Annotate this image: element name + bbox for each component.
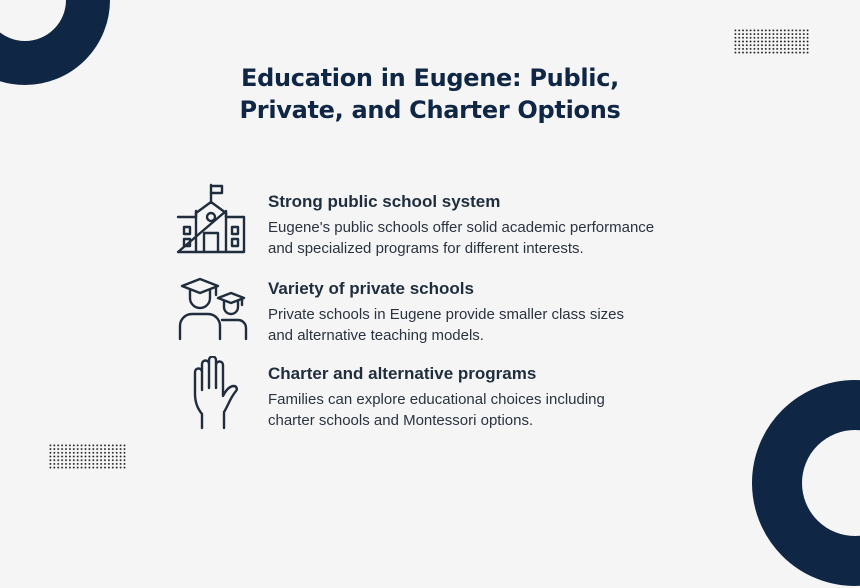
feature-description: [268, 217, 728, 259]
decorative-arc-bottom-right: [750, 378, 860, 588]
feature-heading: Charter and alternative programs: [268, 364, 537, 383]
decorative-dots-bottom-left: [49, 444, 127, 470]
school-building-icon: [176, 183, 246, 255]
feature-description: [268, 389, 728, 431]
feature-description-line-1: Families can explore educational choices including: [268, 391, 605, 408]
feature-heading: Strong public school system: [268, 192, 501, 211]
feature-item-charter-programs: [268, 363, 728, 431]
page-title: [0, 62, 860, 126]
feature-description-line-1: Private schools in Eugene provide smaller class sizes: [268, 306, 624, 323]
feature-description-line-2: and specialized programs for different interests.: [268, 240, 584, 257]
feature-description: [268, 304, 728, 346]
feature-item-private-schools: [268, 278, 728, 346]
feature-heading: Variety of private schools: [268, 279, 474, 298]
decorative-dots-top-right: [734, 29, 810, 55]
page-title-line-1: Education in Eugene: Public,: [241, 64, 619, 92]
page-title-line-2: Private, and Charter Options: [239, 96, 621, 124]
feature-description-line-1: Eugene's public schools offer solid academic performance: [268, 219, 655, 236]
feature-description-line-2: charter schools and Montessori options.: [268, 412, 534, 429]
raised-hand-icon: [190, 356, 244, 430]
feature-item-public-schools: [268, 191, 728, 259]
feature-description-line-2: and alternative teaching models.: [268, 327, 484, 344]
graduates-icon: [176, 276, 248, 342]
